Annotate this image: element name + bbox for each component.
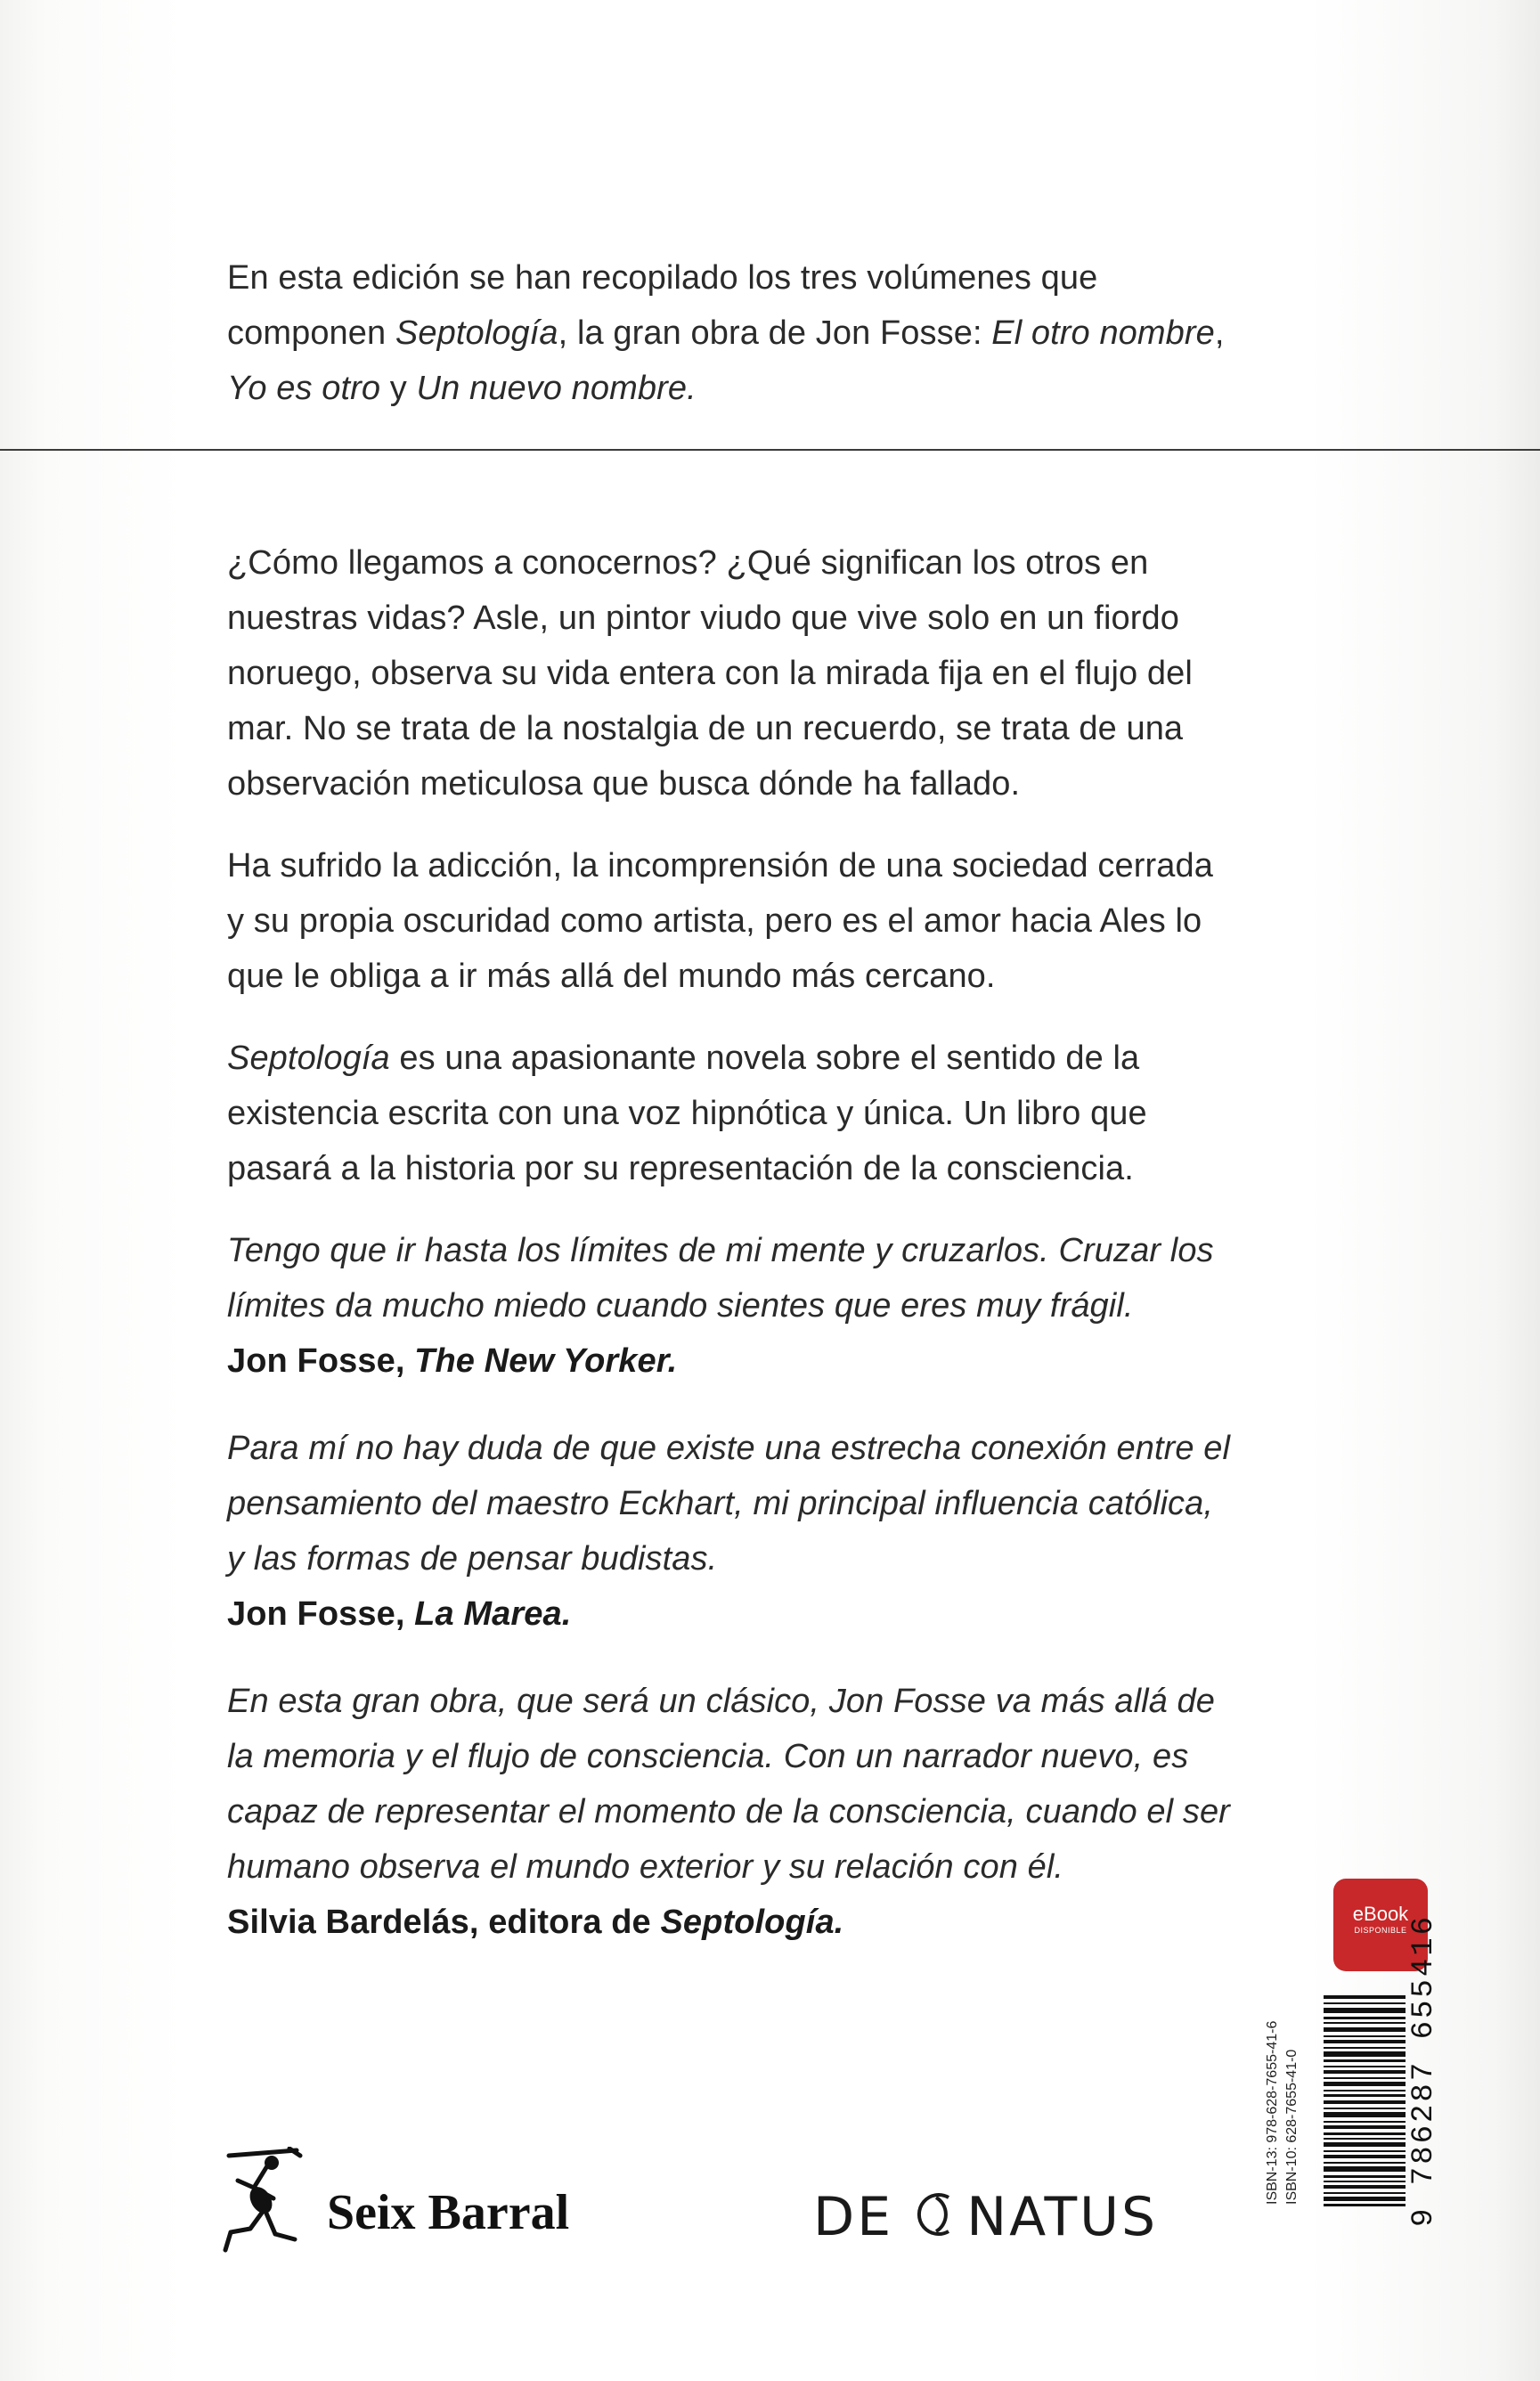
quote-line: Para mí no hay duda de que existe una estrecha conexión entre el [227,1430,1231,1467]
barcode-icon [1324,1995,1406,2209]
synopsis-text [227,535,1296,1982]
ebook-sub-label: DISPONIBLE [1354,1926,1407,1935]
seix-barral-logo [218,2147,592,2263]
quote-line: En esta gran obra, que será un clásico, Jon Fosse va más allá de [227,1683,1216,1720]
synopsis-line: noruego, observa su vida entera con la mirada fija en el flujo del [227,655,1193,692]
synopsis-paragraph-2 [227,838,1296,1004]
synopsis-line: Ha sufrido la adicción, la incomprensión de una sociedad cerrada [227,847,1213,885]
quote-1 [227,1223,1296,1389]
title-un-nuevo-nombre: Un nuevo nombre. [416,370,697,407]
conatus-arc-icon [913,2192,966,2237]
quote-line: límites da mucho miedo cuando sientes que eres muy frágil. [227,1287,1134,1325]
quote-attribution: Jon Fosse, La Marea. [227,1595,572,1633]
quote-line: pensamiento del maestro Eckhart, mi principal influencia católica, [227,1485,1214,1522]
running-figure-icon [218,2147,316,2263]
synopsis-line: observación meticulosa que busca dónde ha fallado. [227,765,1021,803]
horizontal-divider [0,449,1540,451]
quote-line: Tengo que ir hasta los límites de mi mente y cruzarlos. Cruzar los [227,1232,1214,1269]
intro-line-1: En esta edición se han recopilado los tres volúmenes que [227,259,1098,297]
quote-line: y las formas de pensar budistas. [227,1540,718,1578]
synopsis-line: Septología es una apasionante novela sobre el sentido de la [227,1040,1140,1077]
quote-attribution: Jon Fosse, The New Yorker. [227,1342,678,1380]
intro-text [227,250,1296,416]
synopsis-line: y su propia oscuridad como artista, pero es el amor hacia Ales lo [227,902,1202,940]
quote-2 [227,1421,1296,1642]
isbn-numbers [1263,1973,1325,2205]
ebook-label: eBook [1352,1903,1409,1925]
isbn-13: ISBN-13: 978-628-7655-41-6 [1265,2020,1280,2205]
intro-line-2: componen Septología, la gran obra de Jon Fosse: El otro nombre, [227,314,1225,352]
title-septologia: Septología [395,314,558,352]
intro-line-3: Yo es otro y Un nuevo nombre. [227,370,697,407]
isbn-10: ISBN-10: 628-7655-41-0 [1284,2049,1300,2205]
barcode-digits: 9 786287 655416 [1407,1913,1441,2227]
title-septologia: Septología [227,1040,390,1077]
synopsis-line: que le obliga a ir más allá del mundo más cercano. [227,958,996,995]
quote-3 [227,1674,1296,1950]
synopsis-line: mar. No se trata de la nostalgia de un recuerdo, se trata de una [227,710,1184,747]
de-conatus-logo: DE NATUS [813,2186,1159,2248]
quote-line: capaz de representar el momento de la consciencia, cuando el ser [227,1793,1230,1831]
synopsis-line: existencia escrita con una voz hipnótica y única. Un libro que [227,1095,1147,1132]
quote-source: La Marea. [414,1595,572,1633]
quote-attribution: Silvia Bardelás, editora de Septología. [227,1904,844,1941]
synopsis-line: nuestras vidas? Asle, un pintor viudo que vive solo en un fiordo [227,599,1179,637]
synopsis-line: ¿Cómo llegamos a conocernos? ¿Qué significan los otros en [227,544,1149,582]
title-el-otro-nombre: El otro nombre [991,314,1215,352]
quote-line: humano observa el mundo exterior y su relación con él. [227,1848,1064,1886]
seix-barral-name: Seix Barral [327,2185,570,2240]
title-yo-es-otro: Yo es otro [227,370,381,407]
quote-source: Septología. [660,1904,844,1941]
synopsis-paragraph-1 [227,535,1296,811]
quote-source: The New Yorker. [414,1342,678,1380]
synopsis-line: pasará a la historia por su representación de la consciencia. [227,1150,1134,1187]
synopsis-paragraph-3 [227,1031,1296,1196]
quote-line: la memoria y el flujo de consciencia. Con un narrador nuevo, es [227,1738,1189,1775]
